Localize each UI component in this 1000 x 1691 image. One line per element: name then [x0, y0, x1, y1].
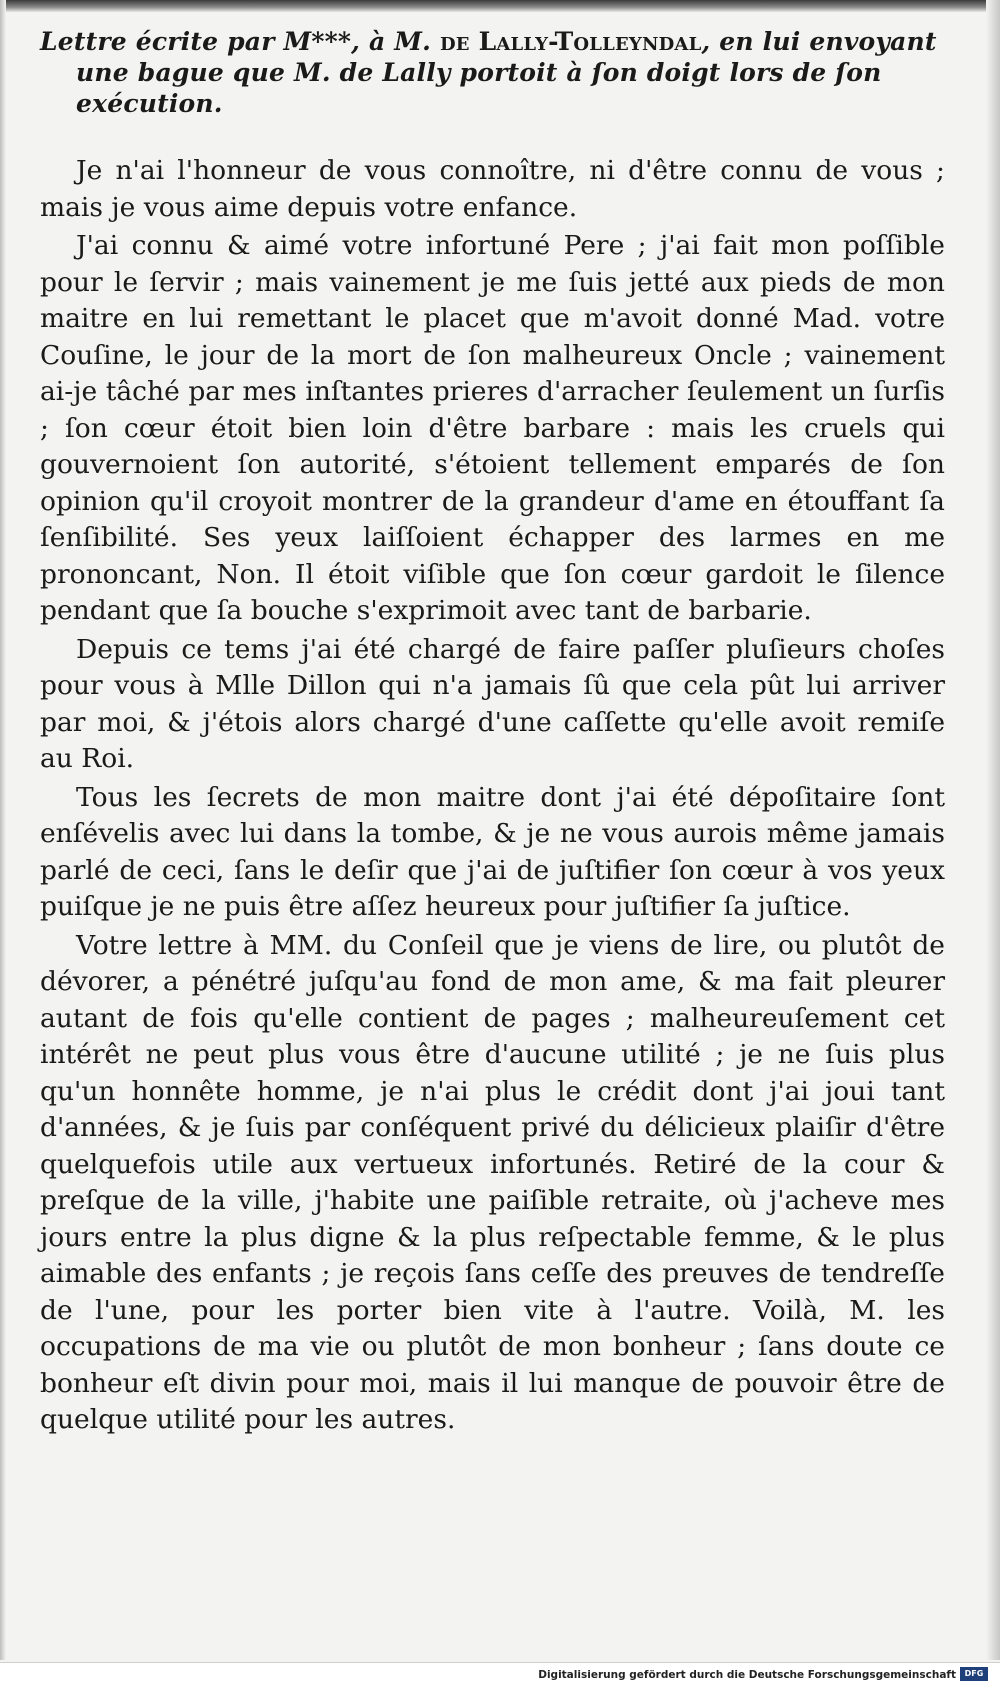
- digitization-credit: Digitalisierung gefördert durch die Deutsche Forschungsgemeinschaft: [538, 1669, 956, 1681]
- paragraph-2: J'ai connu & aimé votre infortuné Pere ; j'ai fait mon poſſible pour le ſervir ; mais vainement je me ſuis jetté aux pieds de mon maitre en lui remettant le placet que m'avoit donné Mad. votre Couſine, le jour de la mort de ſon malheureux Oncle ; vainement ai-je tâché par mes inſtantes prieres d'arracher ſeulement un ſurſis ; ſon cœur étoit bien loin d'être barbare : mais les cruels qui gouvernoient ſon autorité, s'étoient tellement emparés de ſon opinion qu'il croyoit montrer de la grandeur d'ame en étouffant ſa ſenſibilité. Ses yeux laiſſoient échapper des larmes en me prononcant, Non. Il étoit viſible que ſon cœur gardoit le ſilence pendant que ſa bouche s'exprimoit avec tant de barbarie.: [40, 230, 945, 626]
- heading-part-6: , en lui envoyant une bague que: [76, 27, 937, 87]
- page-right-edge: [986, 0, 1000, 1660]
- heading-title-m: M.: [394, 27, 432, 56]
- letter-text-block: [40, 26, 945, 1441]
- paragraph-4: Tous les ſecrets de mon maitre dont j'ai été dépoſitaire ſont enſévelis avec lui dans la tombe, & je ne vous aurois même jamais parlé de ceci, ſans le deſir que j'ai de juſtifier ſon cœur à vos yeux puiſque je ne puis être aſſez heureux pour juſtifier ſa juſtice.: [40, 781, 945, 922]
- heading-part-1: Lettre écrite par: [40, 27, 284, 56]
- page-top-edge: [0, 0, 1000, 12]
- heading-recipient: de Lally-Tolleyndal: [431, 27, 702, 56]
- heading-author: M***: [283, 27, 352, 56]
- dfg-logo-icon: DFG: [960, 1667, 988, 1681]
- letter-heading: [40, 26, 945, 119]
- paragraph-1: Je n'ai l'honneur de vous connoître, ni d'être connu de vous ; mais je vous aime depuis votre enfance.: [40, 155, 945, 223]
- heading-title-m-2: M.: [293, 58, 331, 87]
- paragraph-3: Depuis ce tems j'ai été chargé de faire paſſer pluſieurs choſes pour vous à Mlle Dillon qui n'a jamais ſû que cela pût lui arriver par moi, & j'étois alors chargé d'une caſſette qu'elle avoit remiſe au Roi.: [40, 633, 945, 774]
- paragraph-5: Votre lettre à MM. du Conſeil que je viens de lire, ou plutôt de dévorer, a pénétré juſqu'au fond de mon ame, & ma fait pleurer autant de fois qu'elle contient de pages ; malheureuſement cet intérêt ne peut plus vous être d'aucune utilité ; je ne ſuis plus qu'un honnête homme, je n'ai plus le crédit dont j'ai joui tant d'années, & je ſuis par conſéquent privé du délicieux plaiſir d'être quelquefois utile aux vertueux infortunés. Retiré de la cour & preſque de la ville, j'habite une paiſible retraite, où j'acheve mes jours entre la plus digne & la plus reſpectable femme, & le plus aimable des enfants ; je reçois ſans ceſſe des preuves de tendreſſe de l'une, pour les porter bien vite à l'autre. Voilà, M. les occupations de ma vie ou plutôt de mon bonheur ; ſans doute ce bonheur eſt divin pour moi, mais il lui manque de pouvoir être de quelque utilité pour les autres.: [40, 929, 945, 1435]
- heading-part-3: , à: [351, 27, 395, 56]
- page-left-edge: [0, 0, 6, 1660]
- heading-part-8: de Lally portoit à ſon doigt lors de ſon exécution.: [76, 58, 882, 118]
